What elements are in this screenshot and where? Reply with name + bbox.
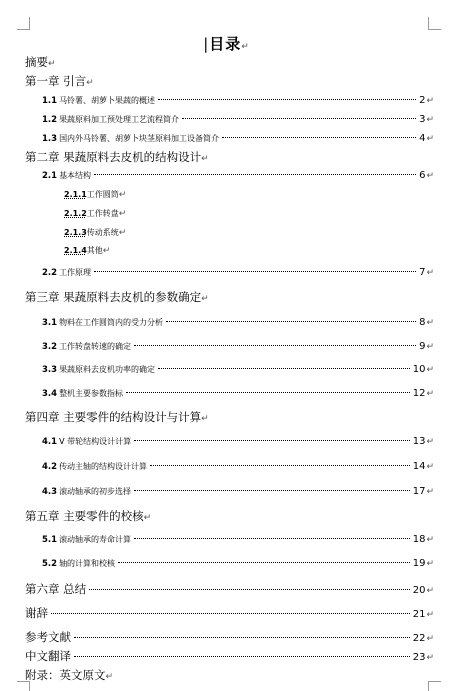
toc-entry-label: 传动主轴的结构设计计算 [59, 462, 148, 471]
toc-chapter-3[interactable] [25, 289, 209, 305]
paragraph-mark-icon: ↵ [426, 134, 434, 144]
toc-entry-label: 其他 [86, 246, 103, 255]
section-number: 5.1 [42, 535, 58, 545]
section-number: 3.3 [42, 365, 58, 375]
page-number: 20 [412, 585, 426, 596]
section-number: 3.4 [42, 389, 58, 399]
dot-leader [94, 174, 416, 175]
dot-leader [89, 589, 410, 590]
page-number: 19 [412, 558, 426, 569]
toc-entry-label: 滚动轴承的寿命计算 [59, 535, 132, 544]
crop-mark-top-right [428, 17, 441, 30]
text-cursor: | [203, 35, 210, 53]
page-number: 18 [412, 534, 426, 545]
paragraph-mark-icon: ↵ [201, 154, 209, 164]
page-number: 14 [412, 461, 426, 472]
toc-entry-label: 谢辞 [25, 606, 48, 620]
toc-entry-5-1[interactable] [42, 532, 434, 548]
section-number: 4.1 [42, 437, 58, 447]
paragraph-mark-icon: ↵ [426, 487, 434, 497]
toc-entry-references[interactable] [25, 629, 434, 645]
toc-entry-label: 滚动轴承的初步选择 [59, 487, 132, 496]
paragraph-mark-icon: ↵ [426, 586, 434, 596]
section-number: 5.2 [42, 559, 58, 569]
section-number: 2.1.1 [64, 190, 87, 199]
dot-leader [222, 137, 416, 138]
toc-entry-thanks[interactable] [25, 605, 434, 621]
toc-entry-1-3[interactable] [42, 131, 434, 147]
dot-leader [166, 321, 416, 322]
toc-entry-2-1-4[interactable] [64, 243, 110, 259]
toc-entry-label: 工作原理 [59, 268, 92, 277]
toc-entry-4-3[interactable] [42, 484, 434, 500]
toc-entry-4-1[interactable] [42, 434, 434, 450]
paragraph-mark-icon: ↵ [426, 268, 434, 278]
paragraph-mark-icon: ↵ [426, 96, 434, 106]
section-number: 1.2 [42, 115, 58, 125]
paragraph-mark-icon: ↵ [426, 389, 434, 399]
crop-mark-top-left [17, 17, 30, 30]
paragraph-mark-icon: ↵ [241, 42, 250, 52]
section-number: 2.1 [42, 171, 58, 181]
section-number: 3.1 [42, 318, 58, 328]
paragraph-mark-icon: ↵ [105, 672, 114, 682]
page-number: 8 [419, 317, 426, 328]
toc-entry-label: 果蔬原料加工预处理工艺流程简介 [59, 115, 180, 124]
paragraph-mark-icon: ↵ [426, 535, 434, 545]
page-number: 22 [412, 633, 426, 644]
section-number: 2.1.2 [64, 209, 87, 218]
dot-leader [126, 392, 410, 393]
toc-entry-label: 轴的计算和校核 [59, 559, 116, 568]
toc-entry-label: V 带轮结构设计计算 [59, 437, 132, 446]
dot-leader [134, 345, 416, 346]
page-number: 10 [412, 364, 426, 375]
dot-leader [94, 271, 416, 272]
paragraph-mark-icon: ↵ [426, 115, 434, 125]
toc-entry-3-2[interactable] [42, 339, 434, 355]
toc-entry-label: 第五章 主要零件的校核 [25, 509, 144, 523]
section-number: 4.3 [42, 487, 58, 497]
toc-entry-label: 整机主要参数指标 [59, 389, 124, 398]
dot-leader [74, 656, 410, 657]
paragraph-mark-icon: ↵ [201, 414, 209, 424]
toc-entry-label: 摘要 [25, 55, 48, 69]
paragraph-mark-icon: ↵ [102, 246, 111, 256]
paragraph-mark-icon: ↵ [426, 342, 434, 352]
toc-entry-label: 物料在工作圆筒内的受力分析 [59, 318, 164, 327]
paragraph-mark-icon: ↵ [426, 634, 434, 644]
paragraph-mark-icon: ↵ [426, 610, 434, 620]
toc-entry-5-2[interactable] [42, 556, 434, 572]
toc-entry-2-2[interactable] [42, 265, 434, 281]
dot-leader [182, 118, 416, 119]
toc-entry-label: 基本结构 [59, 171, 92, 180]
toc-title-text: 目录 [209, 35, 242, 53]
section-number: 2.2 [42, 268, 58, 278]
paragraph-mark-icon: ↵ [426, 171, 434, 181]
toc-entry-4-2[interactable] [42, 459, 434, 475]
toc-entry-translation[interactable] [25, 648, 434, 664]
toc-entry-label: 第二章 果蔬原料去皮机的结构设计 [25, 150, 202, 164]
page-number: 2 [419, 95, 426, 106]
dot-leader [134, 490, 410, 491]
toc-chapter-2[interactable] [25, 149, 209, 165]
toc-entry-label: 第六章 总结 [25, 582, 87, 596]
paragraph-mark-icon: ↵ [118, 209, 127, 219]
toc-entry-2-1-2[interactable] [64, 206, 126, 222]
toc-entry-label: 第三章 果蔬原料去皮机的参数确定 [25, 290, 202, 304]
toc-chapter-6[interactable] [25, 581, 434, 597]
page-number: 9 [419, 341, 426, 352]
toc-entry-appendix[interactable] [25, 667, 113, 683]
toc-entry-2-1-3[interactable] [64, 225, 126, 241]
dot-leader [74, 637, 410, 638]
paragraph-mark-icon: ↵ [426, 365, 434, 375]
paragraph-mark-icon: ↵ [86, 78, 94, 88]
toc-entry-label: 工作转盘 [86, 209, 119, 218]
page-number: 17 [412, 486, 426, 497]
toc-chapter-4[interactable] [25, 409, 209, 425]
paragraph-mark-icon: ↵ [426, 318, 434, 328]
toc-chapter-5[interactable] [25, 508, 151, 524]
toc-entry-label: 附录：英文原文 [25, 668, 106, 682]
toc-chapter-1[interactable] [25, 73, 94, 89]
dot-leader [158, 368, 410, 369]
page-number: 3 [419, 114, 426, 125]
toc-entry-3-4[interactable] [42, 386, 434, 402]
toc-entry-label: 参考文献 [25, 630, 71, 644]
toc-entry-label: 国内外马铃薯、胡萝卜块茎原料加工设备简介 [59, 134, 220, 143]
toc-entry-label: 第一章 引言 [25, 74, 87, 88]
toc-entry-label: 工作圆筒 [86, 190, 119, 199]
dot-leader [118, 562, 410, 563]
section-number: 3.2 [42, 342, 58, 352]
toc-entry-1-2[interactable] [42, 112, 434, 128]
page-number: 21 [412, 609, 426, 620]
section-number: 2.1.3 [64, 228, 87, 237]
paragraph-mark-icon: ↵ [426, 462, 434, 472]
toc-entry-2-1[interactable] [42, 168, 434, 184]
dot-leader [51, 613, 410, 614]
toc-title [0, 33, 453, 54]
toc-entry-1-1[interactable] [42, 93, 434, 109]
paragraph-mark-icon: ↵ [48, 59, 56, 69]
dot-leader [134, 538, 410, 539]
paragraph-mark-icon: ↵ [426, 653, 434, 663]
page-number: 7 [419, 267, 426, 278]
toc-entry-label: 果蔬原料去皮机功率的确定 [59, 365, 156, 374]
page-number: 12 [412, 388, 426, 399]
paragraph-mark-icon: ↵ [426, 559, 434, 569]
section-number: 1.3 [42, 134, 58, 144]
paragraph-mark-icon: ↵ [201, 294, 209, 304]
section-number: 2.1.4 [64, 246, 87, 255]
paragraph-mark-icon: ↵ [118, 190, 127, 200]
toc-entry-label: 第四章 主要零件的结构设计与计算 [25, 410, 202, 424]
toc-entry-2-1-1[interactable] [64, 187, 126, 203]
dot-leader [150, 465, 410, 466]
section-number: 1.1 [42, 96, 58, 106]
section-number: 4.2 [42, 462, 58, 472]
paragraph-mark-icon: ↵ [118, 228, 127, 238]
page-number: 6 [419, 170, 426, 181]
page-number: 13 [412, 436, 426, 447]
toc-entry-label: 中文翻译 [25, 649, 71, 663]
toc-entry-label: 传动系统 [86, 228, 119, 237]
paragraph-mark-icon: ↵ [143, 513, 152, 523]
toc-entry-3-3[interactable] [42, 362, 434, 378]
dot-leader [134, 440, 410, 441]
page-number: 4 [419, 133, 426, 144]
dot-leader [158, 99, 416, 100]
toc-entry-abstract[interactable] [25, 54, 56, 70]
toc-entry-label: 工作转盘转速的确定 [59, 342, 132, 351]
paragraph-mark-icon: ↵ [426, 437, 434, 447]
page-number: 23 [412, 652, 426, 663]
toc-entry-3-1[interactable] [42, 315, 434, 331]
toc-entry-label: 马铃薯、胡萝卜果蔬的概述 [59, 96, 156, 105]
